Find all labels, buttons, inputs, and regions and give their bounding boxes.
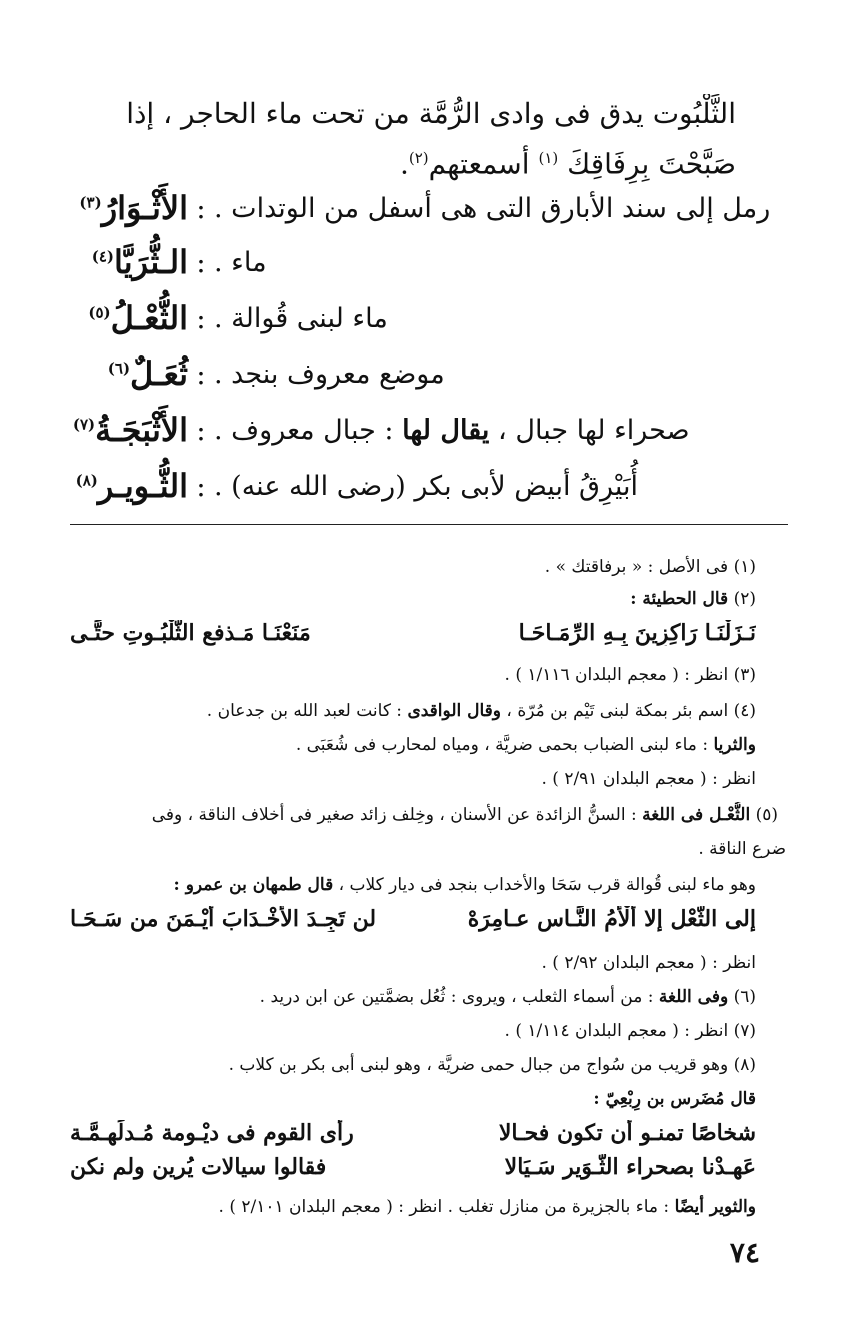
entry-definition: موضع معروف بنجد .	[214, 358, 445, 390]
entry-definition: رمل إلى سند الأبارق التى هى أسفل من الوتدات .	[214, 192, 771, 224]
verse-hemistich-1: مَنَعْنَـا مَـذفع الثَّلْبُـوتِ حتَّـى	[70, 620, 311, 646]
entry-thurayya	[60, 236, 786, 288]
entry-colon: :	[196, 357, 206, 391]
entry-colon: :	[196, 245, 206, 279]
footnote-bold: قال الحطيئة :	[630, 589, 729, 609]
footnote-1	[70, 554, 756, 580]
footnote-number: (٦)	[733, 987, 756, 1007]
footnote-text: : السنُّ الزائدة عن الأسنان ، وخِلف زائد صغير فى أخلاف الناقة ، وفى	[151, 805, 637, 825]
entry-term: ثُعَـلٌ	[130, 355, 188, 393]
footnote-text: : كانت لعبد الله بن جدعان .	[206, 701, 403, 721]
verse-mudarris-1	[70, 1120, 756, 1146]
continuation-line-1	[70, 94, 736, 134]
footnote-4	[70, 698, 756, 724]
footnote-8	[70, 1052, 756, 1078]
footnote-text: وهو ماء لبنى قُوالة قرب سَحَا والأخداب بنجد فى ديار كلاب ،	[338, 875, 756, 895]
verse-hemistich-2: عَهِـدْنا بصحراء الثُّـوَير سَـيَالا	[504, 1154, 756, 1180]
entry-definition	[214, 415, 690, 446]
verse-hemistich-1: لن تَجِـدَ الأَخْـدَابَ أَيْـمَنَ من سَـحَـا	[70, 906, 377, 932]
entry-athbaja	[60, 404, 786, 456]
entry-colon: :	[196, 413, 206, 447]
definition-part: صحراء لها جبال ،	[498, 414, 690, 446]
entry-definition: ماء لبنى قُوالة .	[214, 302, 388, 334]
footnote-bold: والثوير أيضًا	[674, 1197, 756, 1217]
footnote-number: (٥)	[755, 805, 778, 825]
footnote-ref: (٢)	[408, 149, 429, 167]
footnote-text: (٨) وهو قريب من سُواج من جبال حمى ضريَّة ، وهو لبنى أبى بكر بن كلاب .	[228, 1055, 756, 1075]
footnote-text: (٣) انظر : ( معجم البلدان ١/١١٦ ) .	[504, 665, 756, 685]
footnote-bold: الثُّعْـل فى اللغة	[642, 805, 751, 825]
footnote-8-line-3	[70, 1194, 756, 1220]
footnote-bold: والثريا	[713, 735, 756, 755]
continuation-text: أسمعتهم	[428, 147, 530, 181]
footnote-bold: وفى اللغة	[658, 987, 729, 1007]
entry-colon: :	[196, 301, 206, 335]
entry-term: الثُّـويـر	[97, 467, 188, 505]
footnote-ref: (٧)	[72, 415, 96, 434]
entry-term: الأَثْـوَارُ	[101, 189, 188, 227]
footnote-4-line-2	[70, 732, 756, 758]
entry-definition: أُبَيْرِقُ أبيض لأبى بكر (رضى الله عنه) .	[214, 470, 639, 502]
entry-definition: ماء .	[214, 246, 267, 278]
entry-colon: :	[196, 469, 206, 503]
footnote-5	[70, 802, 778, 828]
footnote-text: انظر : ( معجم البلدان ٢/٩١ ) .	[541, 769, 756, 789]
entry-athwar	[60, 182, 786, 234]
entry-term: الـثُّرَيَّا	[114, 243, 188, 281]
footnote-bold: قال طمهان بن عمرو :	[173, 875, 334, 895]
continuation-text: .	[399, 147, 409, 181]
footnote-ref: (٨)	[75, 471, 98, 490]
footnote-5-line-2	[70, 836, 786, 862]
footnote-2	[70, 586, 756, 612]
footnote-ref: (٥)	[88, 303, 111, 322]
footnote-7	[70, 1018, 756, 1044]
verse-hemistich-2: إلى الثُّعْل إلا أَلْأَمُ النَّـاسِ عـامِرَهْ	[467, 906, 756, 932]
footnote-ref: (٦)	[107, 359, 131, 378]
footnote-text: : ماء بالجزيرة من منازل تغلب . انظر : ( معجم البلدان ٢/١٠١ ) .	[218, 1197, 670, 1217]
footnote-5-line-3	[70, 872, 756, 898]
footnote-text: ضرع الناقة .	[698, 839, 786, 859]
verse-hemistich-2: شخاصًا تمنـو أن تكون فحـالا	[498, 1120, 756, 1146]
entry-term: الأَثْبَجَـةُ	[95, 411, 188, 449]
continuation-line-2	[70, 138, 736, 184]
entry-term: الثُّعْـلُ	[110, 299, 188, 337]
footnote-number: (٢)	[733, 589, 756, 609]
verse-mudarris-2	[70, 1154, 756, 1180]
footnote-6	[70, 984, 756, 1010]
continuation-text: صَبَّحْتَ بِرِفَاقِكَ	[567, 147, 736, 181]
footnote-bold: قال مُضَرس بن رِبْعِيّ :	[593, 1089, 756, 1109]
footnote-text: (٧) انظر : ( معجم البلدان ١/١١٤ ) .	[504, 1021, 756, 1041]
footnote-text: (١) فى الأصل : « برفاقتك » .	[544, 557, 756, 577]
entry-thuwayr	[60, 460, 786, 512]
footnote-text: : ماء لبنى الضباب بحمى ضريَّة ، ومياه لمحارب فى شُعَبَى .	[295, 735, 709, 755]
verse-hutayah	[70, 620, 756, 646]
footnote-3	[70, 662, 756, 688]
footnote-5-ref	[70, 950, 756, 976]
definition-part: : جبال معروف .	[214, 414, 394, 446]
footnote-text: (٤) اسم بئر بمكة لبنى تَيْم بن مُرّة ،	[506, 701, 756, 721]
footnote-text: انظر : ( معجم البلدان ٢/٩٢ ) .	[541, 953, 756, 973]
continuation-text: الثَّلْبُوت يدق فى وادى الرُّمَّة من تحت ماء الحاجر ، إذا	[126, 97, 736, 130]
footnote-text: : من أسماء الثعلب ، ويروى : ثُعُل بضمَّتين عن ابن دريد .	[259, 987, 654, 1007]
footnote-4-line-3	[70, 766, 756, 792]
entry-thul	[60, 292, 786, 344]
footnote-bold: وقال الواقدى	[407, 701, 502, 721]
verse-hemistich-1: رأى القوم فى ديْـومة مُـدلَهِـمَّـة	[70, 1120, 354, 1146]
entry-thual	[60, 348, 786, 400]
footnote-8-line-2	[70, 1086, 756, 1112]
footnote-divider	[70, 524, 788, 525]
verse-tamhan	[70, 906, 756, 932]
entry-colon: :	[196, 191, 206, 225]
definition-bold: يقال لها	[402, 414, 490, 446]
footnote-ref: (٣)	[79, 193, 102, 212]
footnote-ref: (٤)	[91, 247, 115, 266]
page-number: ٧٤	[729, 1236, 760, 1269]
verse-hemistich-1: فقالوا سيالات يُرين ولم نكن	[70, 1154, 327, 1180]
verse-hemistich-2: نَـزَلْنَـا رَاكِزِينَ بِـهِ الرِّمَـاحَـا	[518, 620, 756, 646]
footnote-ref: (١)	[538, 149, 559, 167]
